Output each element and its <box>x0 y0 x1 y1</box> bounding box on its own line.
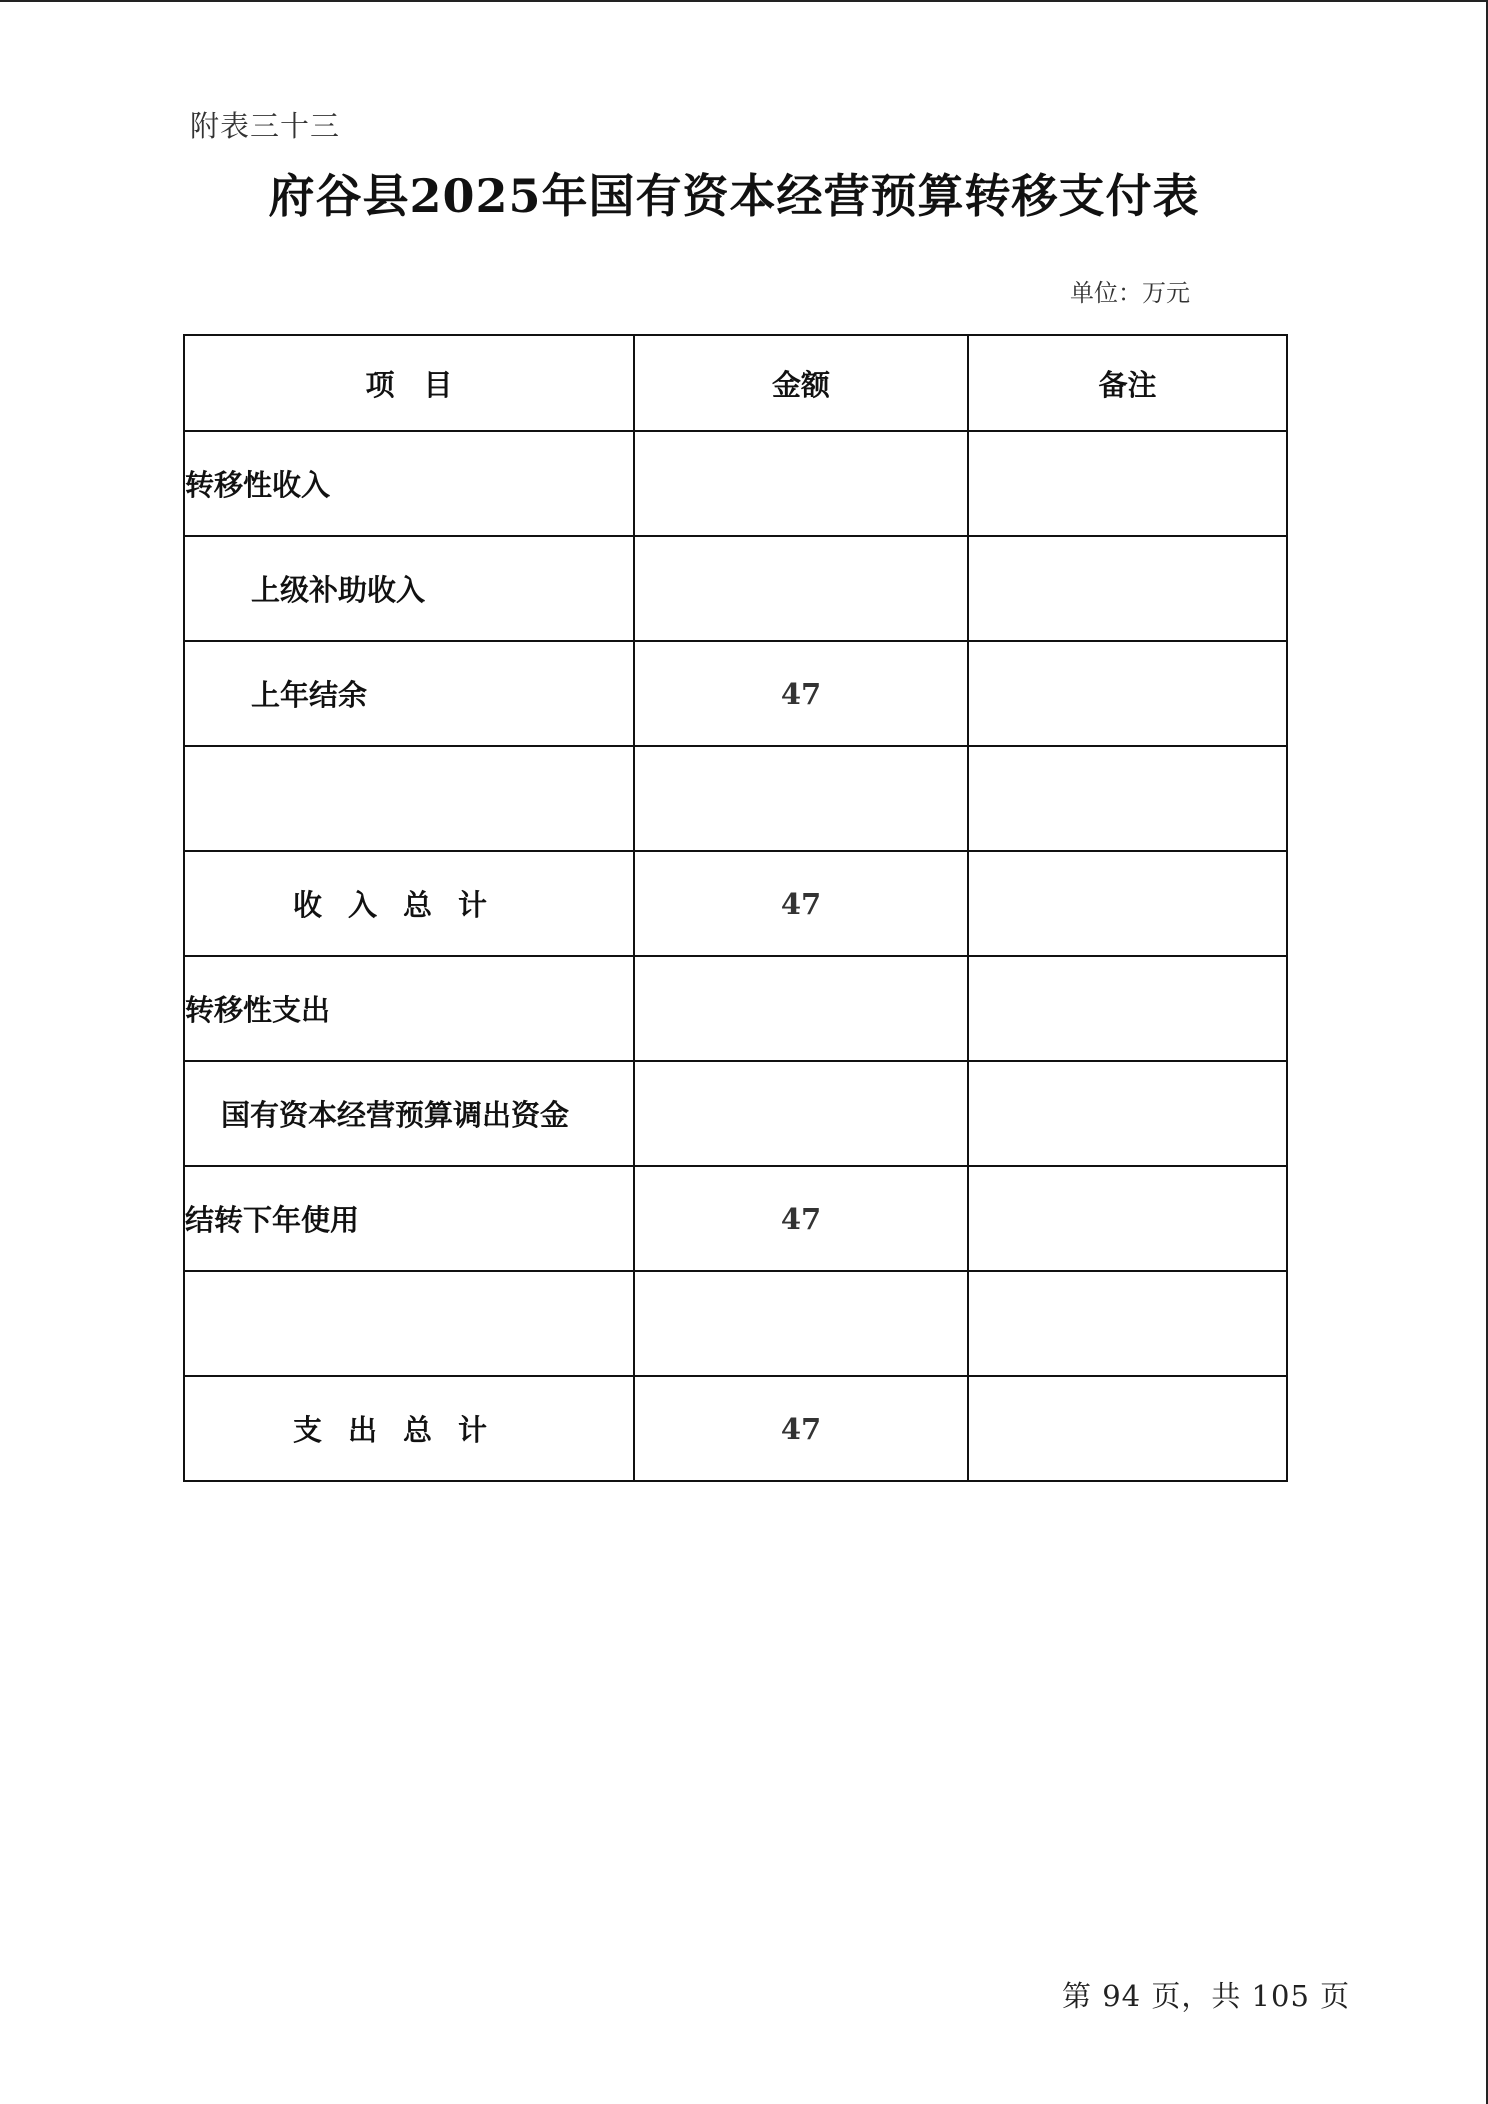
row-amount <box>634 1061 968 1166</box>
row-item-prior-year-balance: 上年结余 <box>184 641 634 746</box>
row-note <box>968 431 1287 536</box>
row-item-transfer-income: 转移性收入 <box>184 431 634 536</box>
unit-label: 单位：万元 <box>1070 279 1190 307</box>
page-title: 府谷县2025年国有资本经营预算转移支付表 <box>268 169 1200 223</box>
row-item-blank <box>184 1271 634 1376</box>
row-amount: 47 <box>634 851 968 956</box>
transfer-payment-table <box>183 334 1288 1482</box>
row-item-carry-forward: 结转下年使用 <box>184 1166 634 1271</box>
header-amount: 金额 <box>634 335 968 431</box>
row-item-income-total: 收入总计 <box>184 851 634 956</box>
table-row <box>184 746 1287 851</box>
row-note <box>968 956 1287 1061</box>
header-item: 项 目 <box>184 335 634 431</box>
row-item-state-capital-transfer-out: 国有资本经营预算调出资金 <box>184 1061 634 1166</box>
table-row <box>184 641 1287 746</box>
row-note <box>968 1271 1287 1376</box>
row-item-transfer-expenditure: 转移性支出 <box>184 956 634 1061</box>
row-amount <box>634 431 968 536</box>
appendix-label: 附表三十三 <box>190 109 341 143</box>
row-note <box>968 1376 1287 1481</box>
table-row <box>184 1271 1287 1376</box>
row-note <box>968 746 1287 851</box>
row-item-superior-subsidy: 上级补助收入 <box>184 536 634 641</box>
row-amount <box>634 746 968 851</box>
row-amount <box>634 536 968 641</box>
page-number-footer: 第 94 页，共 105 页 <box>1062 1979 1351 2013</box>
row-note <box>968 1061 1287 1166</box>
row-amount: 47 <box>634 1166 968 1271</box>
row-note <box>968 536 1287 641</box>
table-header-row <box>184 335 1287 431</box>
page-top-border <box>0 0 1488 2</box>
row-amount: 47 <box>634 641 968 746</box>
row-amount <box>634 1271 968 1376</box>
table-row <box>184 536 1287 641</box>
table-row <box>184 1061 1287 1166</box>
row-note <box>968 851 1287 956</box>
table-row <box>184 1376 1287 1481</box>
table-row <box>184 956 1287 1061</box>
table-row <box>184 1166 1287 1271</box>
row-item-expenditure-total: 支出总计 <box>184 1376 634 1481</box>
row-note <box>968 1166 1287 1271</box>
row-amount <box>634 956 968 1061</box>
table-row <box>184 851 1287 956</box>
row-amount: 47 <box>634 1376 968 1481</box>
header-note: 备注 <box>968 335 1287 431</box>
row-item-blank <box>184 746 634 851</box>
table-row <box>184 431 1287 536</box>
row-note <box>968 641 1287 746</box>
